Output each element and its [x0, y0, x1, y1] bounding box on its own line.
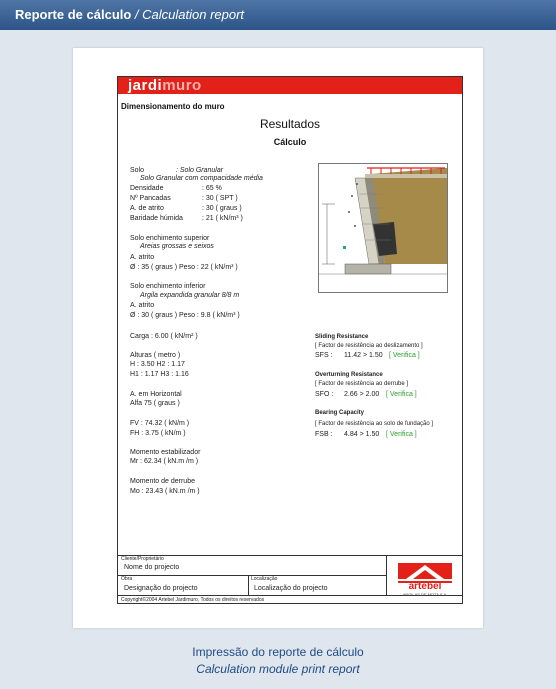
- report-section: Cálculo: [273, 137, 307, 147]
- force-fh: FH : 3.75 ( kN/m ): [130, 430, 186, 437]
- loc-value: Localização do projecto: [254, 585, 328, 592]
- title-en: Calculation report: [142, 7, 245, 22]
- bearing-title: Bearing Capacity: [315, 410, 365, 416]
- report-sheet: [117, 76, 463, 604]
- soil-prop-key: Baridade húmida: [130, 215, 183, 222]
- bearing-label: FSB :: [315, 431, 333, 438]
- soil-label: Solo: [130, 167, 145, 174]
- fill-lower-desc: Argila expandida granular 8/8 m: [140, 292, 240, 299]
- fill-upper-title: Solo enchimento superior: [130, 235, 210, 242]
- wall-figure: [318, 163, 448, 293]
- copyright: Copyright©2004 Artebel Jardimuro, Todos os direitos reservados: [121, 597, 265, 603]
- soil-prop-key: Densidade: [130, 185, 164, 192]
- client-label: Cliente/Proprietário: [121, 556, 164, 562]
- footer-logo-divider: [386, 555, 387, 595]
- foundation: [345, 264, 391, 274]
- soil-prop-value: : 30 ( SPT ): [202, 195, 238, 202]
- footer-col-divider: [248, 575, 249, 595]
- overturn-value: 2.66 > 2.00: [344, 391, 380, 398]
- title-separator: /: [131, 7, 143, 22]
- soil-prop-value: : 30 ( graus ): [202, 205, 242, 212]
- overturn-desc: [ Factor de resistência ao derrube ]: [315, 381, 409, 387]
- artebel-emblem: [394, 563, 456, 583]
- fill-upper-values: Ø : 35 ( graus ) Peso : 22 ( kN/m³ ): [130, 264, 238, 271]
- force-fv: FV : 74.32 ( kN/m ): [130, 420, 190, 427]
- fill-upper-desc: Areias grossas e seixos: [140, 243, 214, 250]
- alturas-row2: H1 : 1.17 H3 : 1.16: [130, 371, 189, 378]
- caption-en: Calculation module print report: [196, 662, 360, 676]
- logo-sub: ARGILAS DE MOTA S.A.: [402, 592, 448, 597]
- overturn-title: Overturning Resistance: [315, 372, 383, 378]
- footer-divider: [118, 555, 462, 556]
- fill-lower-values: Ø : 30 ( graus ) Peso : 9.8 ( kN/m³ ): [130, 312, 240, 319]
- m-estab-value: Mr : 62.34 ( kN.m /m ): [130, 458, 199, 465]
- soil-desc: Solo Granular com compacidade média: [140, 175, 263, 182]
- carga: Carga : 6.00 ( kN/m² ): [130, 333, 198, 340]
- report-title: Resultados: [259, 117, 321, 131]
- client-value: Nome do projecto: [124, 564, 180, 571]
- bearing-desc: [ Factor de resistência ao solo de fundação ]: [315, 421, 434, 427]
- sliding-ok: [ Verifica ]: [389, 352, 420, 359]
- sliding-title: Sliding Resistance: [315, 334, 369, 340]
- m-estab-title: Momento estabilizador: [130, 449, 201, 456]
- caption-pt: Impressão do reporte de cálculo: [192, 645, 364, 659]
- artebel-logo: [394, 563, 456, 597]
- obra-value: Designação do projecto: [124, 585, 198, 592]
- brand-banner: [118, 77, 462, 94]
- bearing-ok: [ Verifica ]: [386, 431, 417, 438]
- bearing-value: 4.84 > 1.50: [344, 431, 380, 438]
- sliding-label: SFS :: [315, 352, 333, 359]
- m-derr-title: Momento de derrube: [130, 478, 195, 485]
- soil-prop-value: : 21 ( kN/m³ ): [202, 215, 243, 222]
- m-derr-value: Mo : 23.43 ( kN.m /m ): [130, 488, 200, 495]
- report-subtitle: Dimensionamento do muro: [121, 102, 225, 111]
- fill-lower-atrito: A. atrito: [130, 302, 155, 309]
- obra-label: Obra: [121, 576, 133, 582]
- overturn-ok: [ Verifica ]: [386, 391, 417, 398]
- title-bar: [0, 0, 556, 30]
- top-surface: [365, 174, 447, 178]
- soil-prop-key: Nº Pancadas: [130, 195, 171, 202]
- soil-prop-value: : 65 %: [202, 185, 222, 192]
- logo-text: artebel: [408, 581, 442, 592]
- overturn-label: SFO :: [315, 391, 334, 398]
- wall-diagram: [319, 164, 447, 292]
- brand-logo: jardimuro: [128, 77, 202, 94]
- sliding-desc: [ Factor de resistência ao deslizamento ]: [315, 343, 423, 349]
- horizontal-value: Alfa 75 ( graus ): [130, 400, 180, 407]
- loc-label: Localização: [251, 576, 278, 582]
- horizontal-title: A. em Horizontal: [130, 391, 182, 398]
- title-pt: Reporte de cálculo: [15, 7, 132, 22]
- alturas-title: Alturas ( metro ): [130, 352, 181, 359]
- fill-upper-atrito: A. atrito: [130, 254, 155, 261]
- fill-lower-title: Solo enchimento inferior: [130, 283, 206, 290]
- sliding-value: 11.42 > 1.50: [344, 352, 383, 359]
- alturas-row1: H : 3.50 H2 : 1.17: [130, 361, 185, 368]
- soil-type: : Solo Granular: [176, 167, 224, 174]
- soil-prop-key: A. de atrito: [130, 205, 164, 212]
